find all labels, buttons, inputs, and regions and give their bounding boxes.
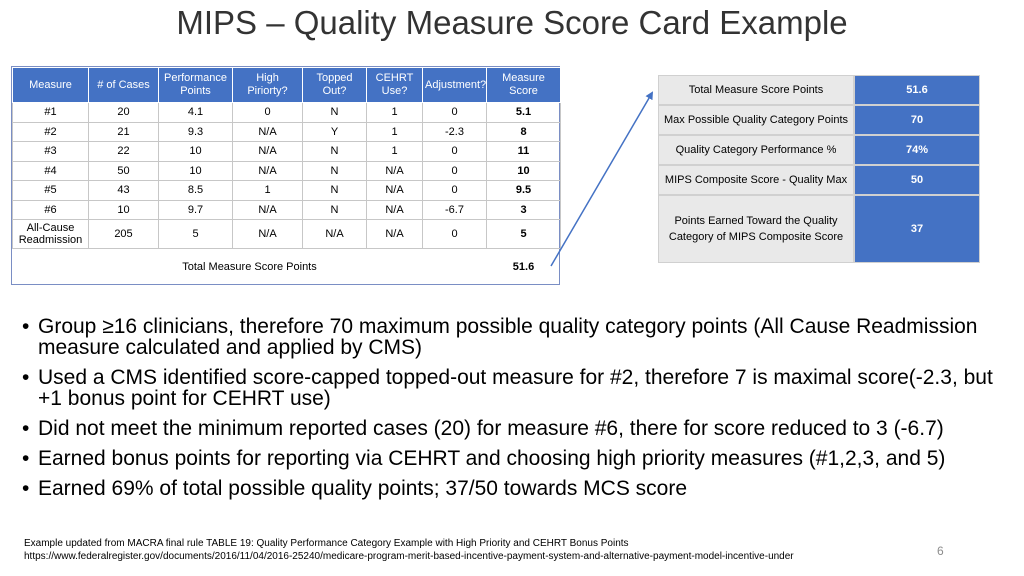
table-cell: 4.1 (159, 103, 233, 123)
table-cell: -2.3 (423, 122, 487, 142)
table-cell: 0 (423, 220, 487, 249)
summary-value: 37 (854, 195, 980, 263)
table-cell: #3 (13, 142, 89, 162)
bullet-dot-icon: • (22, 417, 30, 440)
header-cell: CEHRT Use? (367, 68, 423, 103)
measure-score-cell: 10 (487, 161, 561, 181)
measure-score-cell: 3 (487, 200, 561, 220)
table-cell: #4 (13, 161, 89, 181)
table-cell: 0 (233, 103, 303, 123)
table-cell: 8.5 (159, 181, 233, 201)
table-cell: 0 (423, 181, 487, 201)
summary-value: 51.6 (854, 75, 980, 105)
summary-value: 74% (854, 135, 980, 165)
table-cell: N/A (367, 161, 423, 181)
header-cell: Measure Score (487, 68, 561, 103)
table-cell: N (303, 200, 367, 220)
table-cell: N/A (233, 122, 303, 142)
summary-value: 70 (854, 105, 980, 135)
table-cell: N/A (233, 200, 303, 220)
table-cell: N/A (233, 142, 303, 162)
measure-score-cell: 5 (487, 220, 561, 249)
table-cell: Y (303, 122, 367, 142)
bullet-list (22, 316, 1012, 508)
slide-title: MIPS – Quality Measure Score Card Example (176, 4, 848, 41)
table-cell: 43 (89, 181, 159, 201)
summary-label: Max Possible Quality Category Points (658, 105, 854, 135)
table-cell: #2 (13, 122, 89, 142)
bullet-dot-icon: • (22, 477, 30, 500)
measure-score-cell: 5.1 (487, 103, 561, 123)
page-number: 6 (937, 544, 944, 558)
table-cell: 205 (89, 220, 159, 249)
table-cell: 1 (367, 142, 423, 162)
summary-label: Quality Category Performance % (658, 135, 854, 165)
measure-score-cell: 8 (487, 122, 561, 142)
bullet-item (22, 478, 1012, 499)
measure-score-cell: 9.5 (487, 181, 561, 201)
table-cell: N (303, 142, 367, 162)
summary-label: MIPS Composite Score - Quality Max (658, 165, 854, 195)
header-cell: Performance Points (159, 68, 233, 103)
table-cell: N/A (367, 220, 423, 249)
table-cell: 20 (89, 103, 159, 123)
bullet-item (22, 448, 1012, 469)
bullet-text: Earned bonus points for reporting via CEHRT and choosing high priority measures (#1,2,3, and 5) (38, 447, 946, 470)
table-cell: N/A (233, 161, 303, 181)
header-cell: # of Cases (89, 68, 159, 103)
table-cell: 0 (423, 161, 487, 181)
footer-citation: Example updated from MACRA final rule TABLE 19: Quality Performance Category Example with High Priority and CEHRT Bonus Points (24, 538, 629, 549)
table-cell: 0 (423, 103, 487, 123)
header-cell: High Piriorty? (233, 68, 303, 103)
header-cell: Adjustment? (423, 68, 487, 103)
bullet-text: Did not meet the minimum reported cases (20) for measure #6, there for score reduced to 3 (-6.7) (38, 417, 944, 440)
table-cell: #6 (13, 200, 89, 220)
bullet-dot-icon: • (22, 315, 30, 338)
table-cell: #1 (13, 103, 89, 123)
bullet-item (22, 418, 1012, 439)
table-cell: N/A (367, 200, 423, 220)
table-cell: N (303, 103, 367, 123)
total-value: 51.6 (512, 261, 535, 273)
table-cell: N (303, 181, 367, 201)
arrow-line (551, 93, 652, 266)
header-cell: Measure (13, 68, 89, 103)
table-cell: -6.7 (423, 200, 487, 220)
bullet-item (22, 367, 1012, 409)
table-cell: All-Cause Readmission (13, 220, 89, 249)
table-cell: 1 (367, 122, 423, 142)
table-cell: 9.3 (159, 122, 233, 142)
summary-label: Points Earned Toward the Quality Category of MIPS Composite Score (658, 195, 854, 263)
table-cell: 22 (89, 142, 159, 162)
table-cell: 21 (89, 122, 159, 142)
table-cell: 1 (367, 103, 423, 123)
table-cell: N/A (233, 220, 303, 249)
table-cell: 9.7 (159, 200, 233, 220)
bullet-dot-icon: • (22, 447, 30, 470)
header-cell: Topped Out? (303, 68, 367, 103)
table-cell: N/A (367, 181, 423, 201)
table-cell: 1 (233, 181, 303, 201)
summary-value: 50 (854, 165, 980, 195)
bullet-text: Group ≥16 clinicians, therefore 70 maximum possible quality category points (All Cause Readmission measure calculated and applied by CMS) (38, 315, 978, 359)
bullet-text: Used a CMS identified score-capped topped-out measure for #2, therefore 7 is maximal score(-2.3, but +1 bonus point for CEHRT use) (38, 366, 993, 410)
table-cell: 10 (159, 142, 233, 162)
bullet-text: Earned 69% of total possible quality points; 37/50 towards MCS score (38, 477, 688, 500)
table-cell: #5 (13, 181, 89, 201)
table-cell: 5 (159, 220, 233, 249)
table-cell: N/A (303, 220, 367, 249)
table-cell: 0 (423, 142, 487, 162)
table-cell: 50 (89, 161, 159, 181)
summary-label: Total Measure Score Points (658, 75, 854, 105)
bullet-dot-icon: • (22, 366, 30, 389)
footer-url: https://www.federalregister.gov/documents/2016/11/04/2016-25240/medicare-program-merit-based-incentive-payment-system-and-alternative-payment-model-incentive-under (24, 551, 794, 562)
bullet-item (22, 316, 1012, 358)
table-cell: N (303, 161, 367, 181)
table-cell: 10 (159, 161, 233, 181)
total-label: Total Measure Score Points (182, 261, 317, 273)
table-cell: 10 (89, 200, 159, 220)
measure-score-cell: 11 (487, 142, 561, 162)
